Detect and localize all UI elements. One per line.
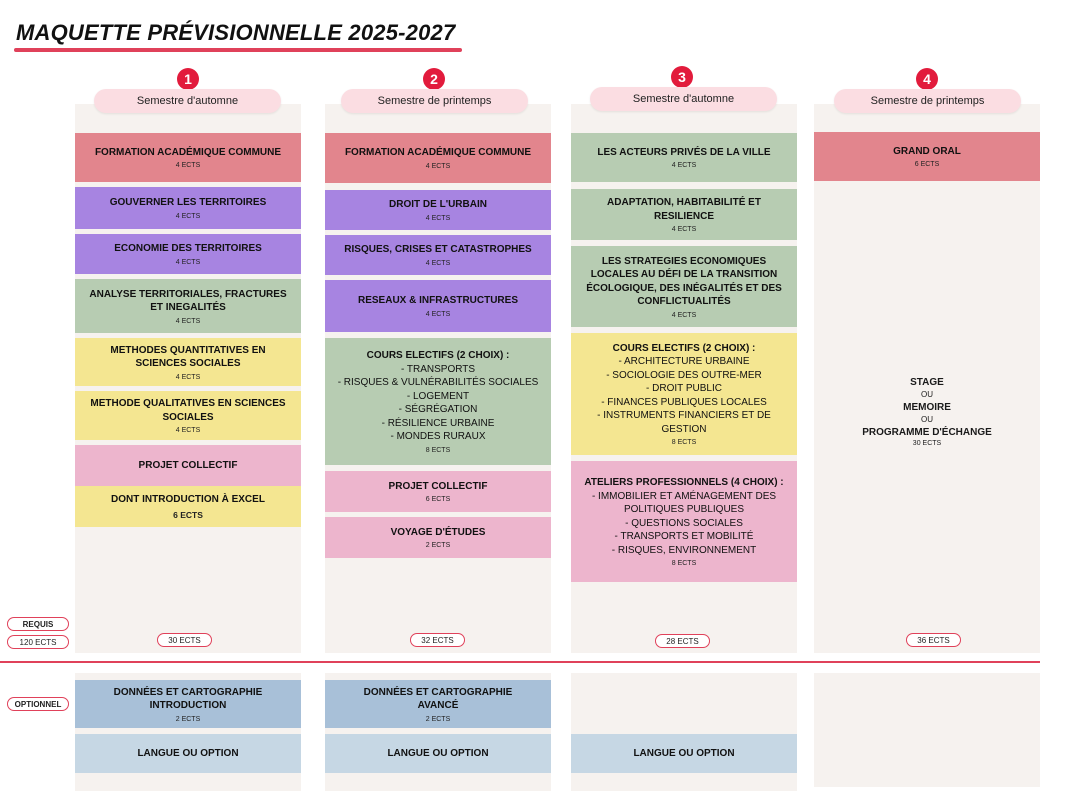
course-droit-urbain: DROIT DE L'URBAIN 4 ECTS [325,190,551,230]
course-ateliers-professionnels: ATELIERS PROFESSIONNELS (4 CHOIX) : - IMMOBILIER ET AMÉNAGEMENT DES POLITIQUES PUBLIQUES - QUESTIONS SOCIALES - TRANSPORTS ET MOBILITÉ - RISQUES, ENVIRONNEMENT 8 ECTS [571,461,797,582]
semester-1-total: 30 ECTS [157,633,212,647]
course-gouverner-territoires: GOUVERNER LES TERRITOIRES 4 ECTS [75,187,301,229]
required-total-badge: 120 ECTS [7,635,69,649]
optional-column-3-bg [571,673,797,791]
course-projet-collectif-s1: PROJET COLLECTIF [75,445,301,486]
optional-langue-option-s2: LANGUE OU OPTION [325,734,551,773]
course-voyage-etudes: VOYAGE D'ÉTUDES 2 ECTS [325,517,551,558]
course-reseaux-infrastructures: RESEAUX & INFRASTRUCTURES 4 ECTS [325,280,551,332]
course-methode-qualitatives: METHODE QUALITATIVES EN SCIENCES SOCIALES 4 ECTS [75,391,301,440]
course-acteurs-prives: LES ACTEURS PRIVÉS DE LA VILLE 4 ECTS [571,133,797,182]
semester-4-total: 36 ECTS [906,633,961,647]
course-cours-electifs-s3: COURS ELECTIFS (2 CHOIX) : - ARCHITECTURE URBAINE - SOCIOLOGIE DES OUTRE-MER - DROIT PUBLIC - FINANCES PUBLIQUES LOCALES - INSTRUMENTS FINANCIERS ET DE GESTION 8 ECTS [571,333,797,455]
semester-4-number: 4 [916,68,938,90]
optional-donnees-cartographie-intro: DONNÉES ET CARTOGRAPHIE INTRODUCTION 2 ECTS [75,680,301,728]
optional-donnees-cartographie-avance: DONNÉES ET CARTOGRAPHIE AVANCÉ 2 ECTS [325,680,551,728]
course-projet-collectif-s2: PROJET COLLECTIF 6 ECTS [325,471,551,512]
optional-langue-option-s1: LANGUE OU OPTION [75,734,301,773]
course-cours-electifs-s2: COURS ELECTIFS (2 CHOIX) : - TRANSPORTS - RISQUES & VULNÉRABILITÉS SOCIALES - LOGEMENT - SÉGRÉGATION - RÉSILIENCE URBAINE - MONDES RURAUX 8 ECTS [325,338,551,465]
semester-3-total: 28 ECTS [655,634,710,648]
page-title: MAQUETTE PRÉVISIONNELLE 2025-2027 [16,20,456,45]
required-badge: REQUIS [7,617,69,631]
semester-3-label: Semestre d'automne [590,87,777,111]
semester-1-label: Semestre d'automne [94,89,281,113]
course-adaptation-habitabilite: ADAPTATION, HABITABILITÉ ET RESILIENCE 4 ECTS [571,189,797,240]
stage-options: STAGE OU MEMOIRE OU PROGRAMME D'ÉCHANGE 30 ECTS [862,377,992,447]
course-methodes-quantitatives: METHODES QUANTITATIVES EN SCIENCES SOCIALES 4 ECTS [75,338,301,386]
optional-column-4-bg [814,673,1040,787]
course-risques-crises: RISQUES, CRISES ET CATASTROPHES 4 ECTS [325,235,551,275]
optional-langue-option-s3: LANGUE OU OPTION [571,734,797,773]
section-divider [0,661,1040,663]
semester-1-number: 1 [177,68,199,90]
semester-2-total: 32 ECTS [410,633,465,647]
semester-2-label: Semestre de printemps [341,89,528,113]
semester-2-number: 2 [423,68,445,90]
course-formation-academique-s2: FORMATION ACADÉMIQUE COMMUNE 4 ECTS [325,133,551,183]
title-underline [14,48,462,52]
course-formation-academique-s1: FORMATION ACADÉMIQUE COMMUNE 4 ECTS [75,133,301,182]
course-grand-oral: GRAND ORAL 6 ECTS [814,132,1040,181]
semester-4-label: Semestre de printemps [834,89,1021,113]
course-introduction-excel: DONT INTRODUCTION À EXCEL 6 ECTS [75,486,301,527]
course-strategies-economiques: LES STRATEGIES ECONOMIQUES LOCALES AU DÉFI DE LA TRANSITION ÉCOLOGIQUE, DES INÉGALITÉS ET DES CONFLICTUALITÉS 4 ECTS [571,246,797,327]
course-economie-territoires: ECONOMIE DES TERRITOIRES 4 ECTS [75,234,301,274]
optional-badge: OPTIONNEL [7,697,69,711]
semester-3-number: 3 [671,66,693,88]
course-analyse-territoriales: ANALYSE TERRITORIALES, FRACTURES ET INEGALITÉS 4 ECTS [75,279,301,333]
